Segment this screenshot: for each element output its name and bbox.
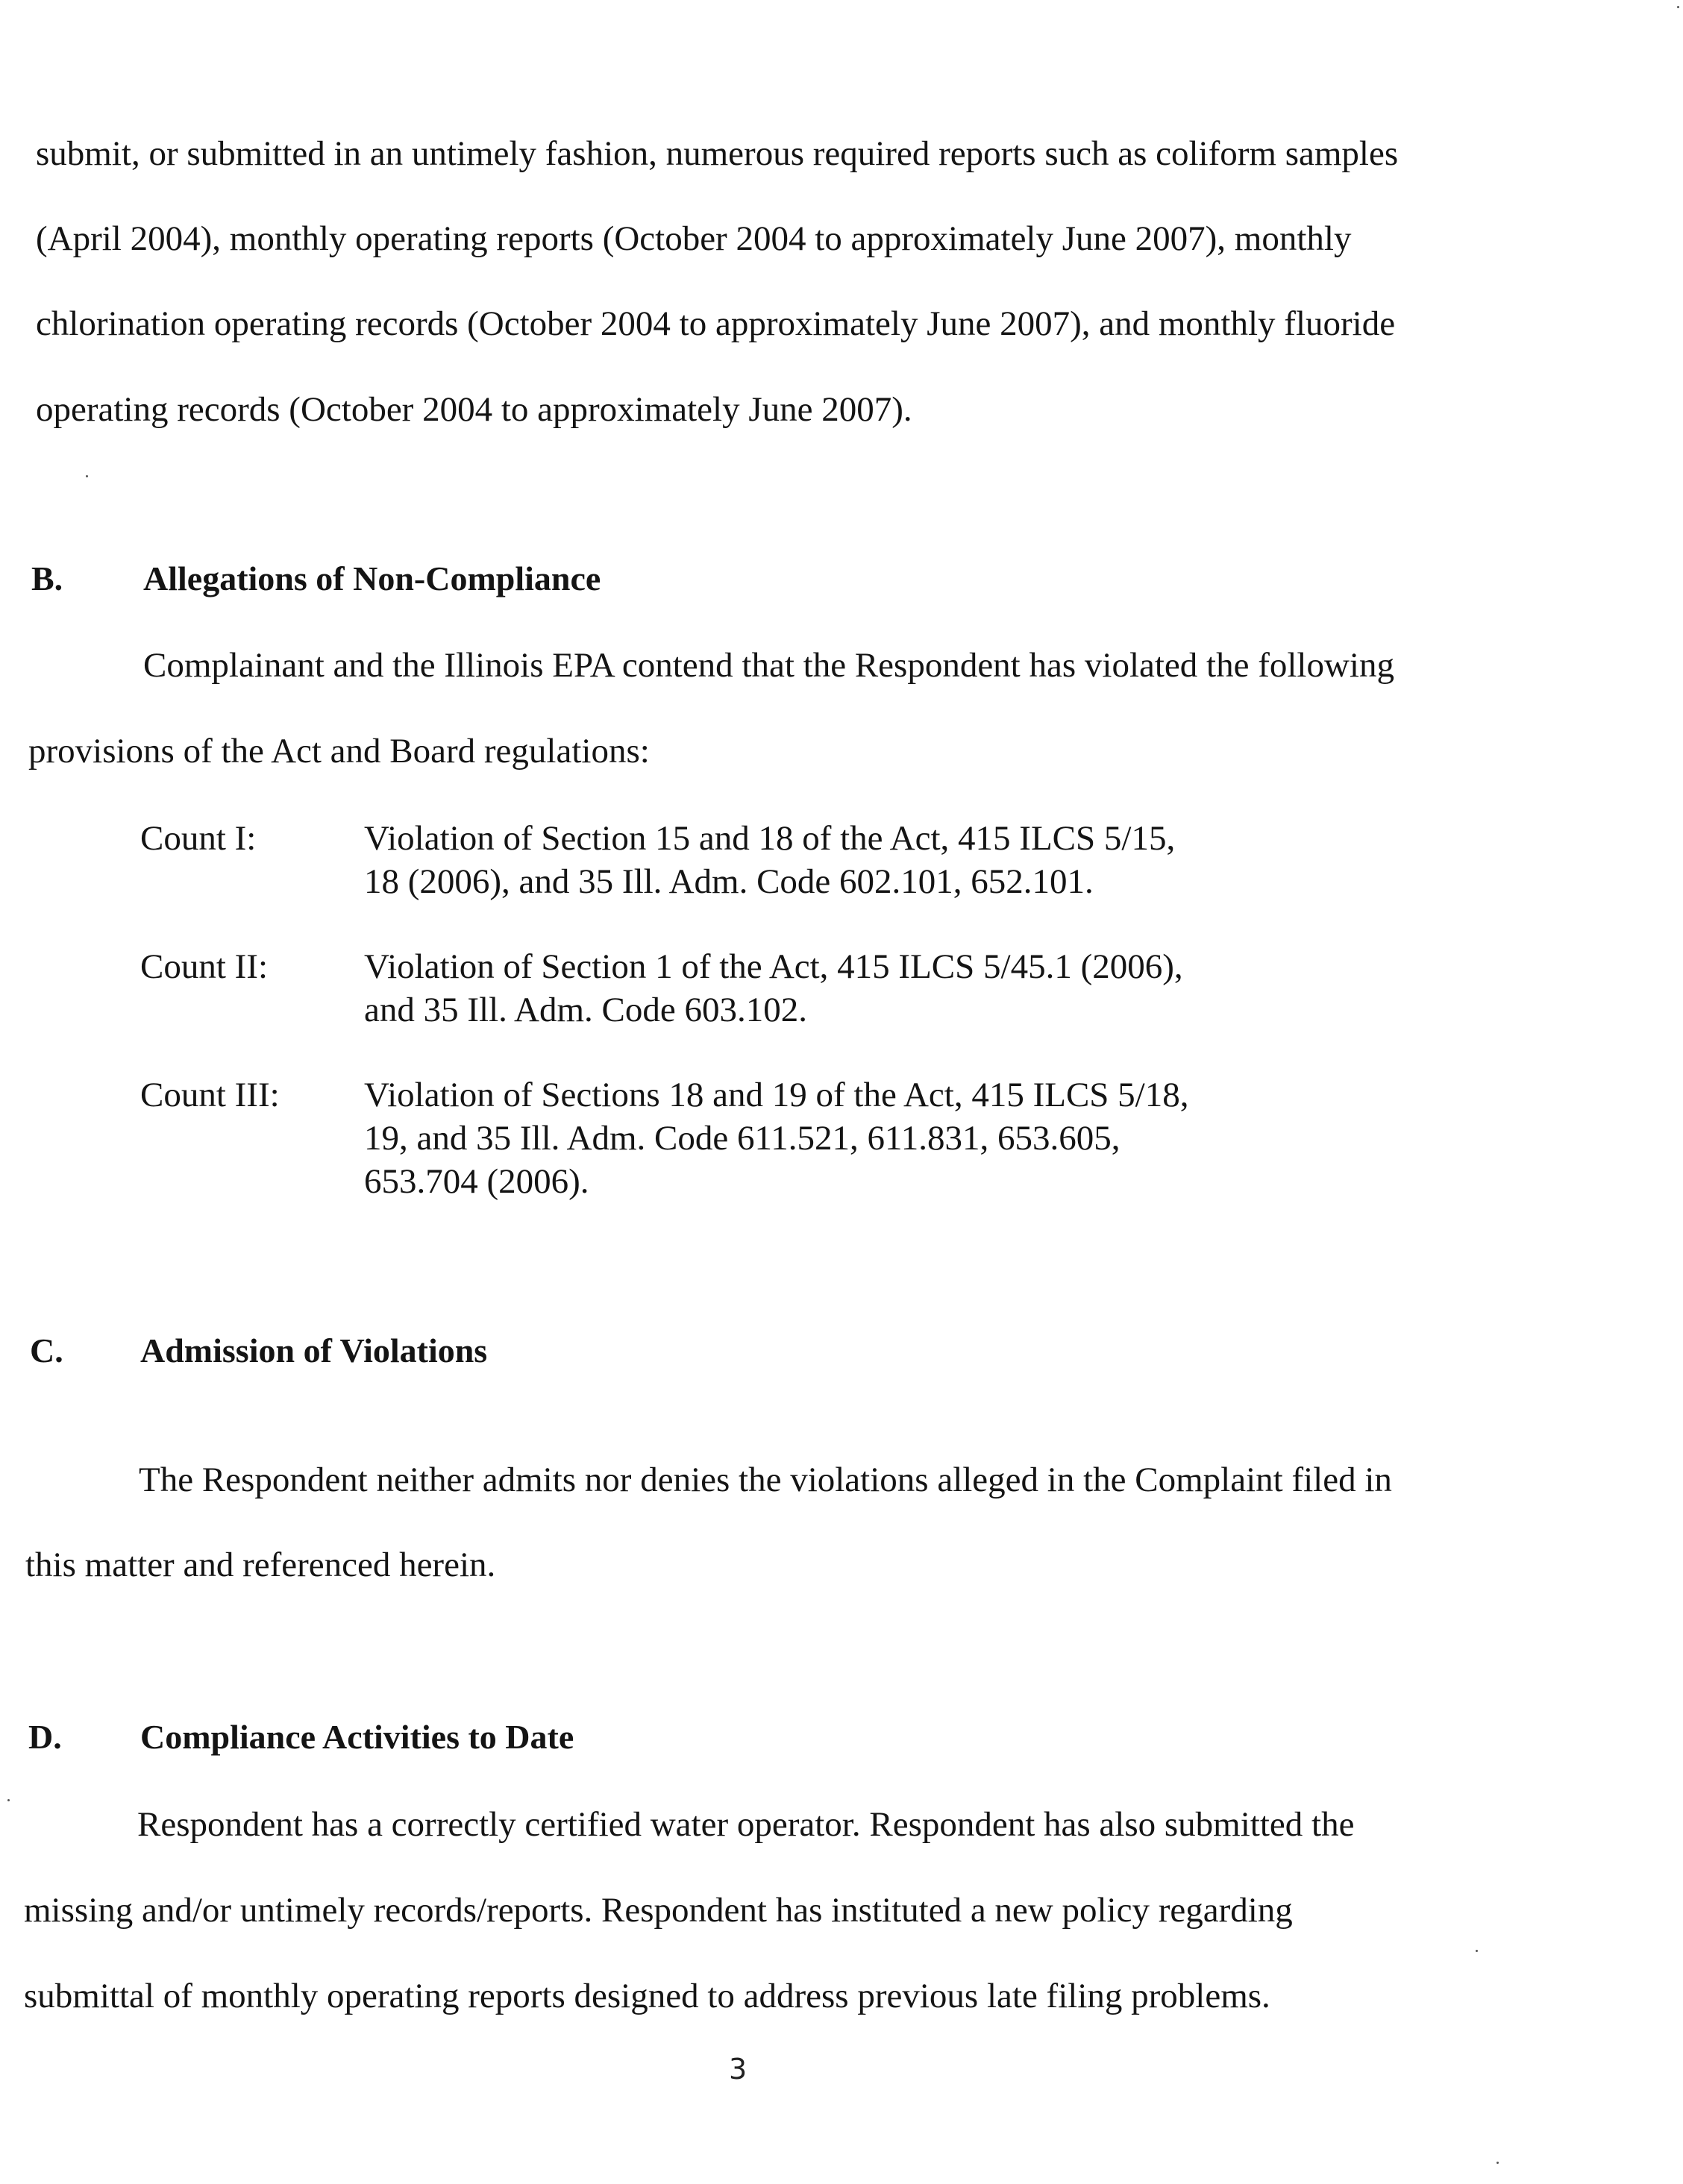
count-text-line: Violation of Section 15 and 18 of the Act, 415 ILCS 5/15, [364,819,1176,858]
paragraph-line: chlorination operating records (October 2004 to approximately June 2007), and monthly fluoride [36,304,1396,343]
section-letter: B. [31,559,63,597]
count-label: Count II: [140,947,269,986]
scan-speck [86,475,88,477]
paragraph-line: missing and/or untimely records/reports. Respondent has instituted a new policy regarding [24,1891,1293,1930]
count-text-line: Violation of Sections 18 and 19 of the Act, 415 ILCS 5/18, [364,1076,1189,1114]
count-text-line: 653.704 (2006). [364,1162,589,1201]
paragraph-line: operating records (October 2004 to approximately June 2007). [36,390,912,429]
paragraph-line: this matter and referenced herein. [25,1546,496,1584]
scan-speck [1677,6,1679,8]
page-number: 3 [729,2053,748,2086]
count-text-line: and 35 Ill. Adm. Code 603.102. [364,991,807,1029]
paragraph-line: provisions of the Act and Board regulations: [28,732,650,771]
paragraph-line: Respondent has a correctly certified water operator. Respondent has also submitted the [137,1805,1355,1844]
scan-speck [7,1799,10,1801]
scan-speck [1496,2162,1499,2164]
count-label: Count I: [140,819,257,858]
paragraph-line: The Respondent neither admits nor denies the violations alleged in the Complaint filed in [139,1460,1392,1499]
section-heading-c [30,1330,925,1372]
count-label: Count III: [140,1076,280,1114]
section-letter: D. [28,1718,62,1756]
section-heading-d [28,1716,924,1758]
paragraph-line: submittal of monthly operating reports designed to address previous late filing problems. [24,1977,1270,2015]
section-heading-b [31,558,927,600]
paragraph-line: Complainant and the Illinois EPA contend that the Respondent has violated the following [143,646,1394,685]
count-text-line: 18 (2006), and 35 Ill. Adm. Code 602.101, 652.101. [364,862,1094,901]
section-title: Compliance Activities to Date [140,1718,574,1756]
count-text-line: 19, and 35 Ill. Adm. Code 611.521, 611.831, 653.605, [364,1119,1121,1158]
section-letter: C. [30,1331,63,1369]
section-title: Allegations of Non-Compliance [143,559,601,597]
scan-speck [1476,1950,1478,1952]
count-text-line: Violation of Section 1 of the Act, 415 ILCS 5/45.1 (2006), [364,947,1183,986]
section-title: Admission of Violations [140,1331,488,1369]
paragraph-line: (April 2004), monthly operating reports (October 2004 to approximately June 2007), monthly [36,219,1352,258]
paragraph-line: submit, or submitted in an untimely fashion, numerous required reports such as coliform samples [36,134,1399,173]
